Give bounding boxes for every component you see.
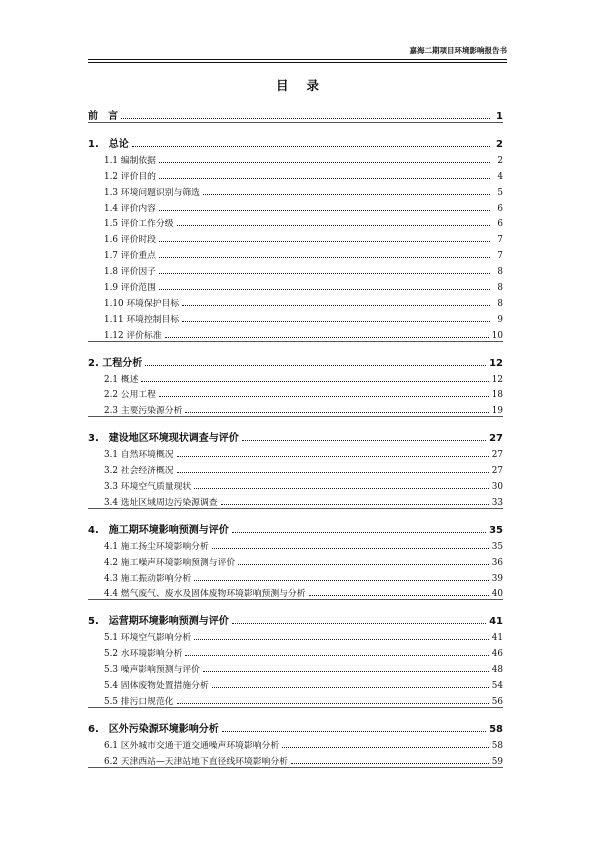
toc-section-heading [88,133,503,150]
toc-section-page: 41 [489,616,503,628]
toc-leader-dots [132,146,490,147]
toc-leader-dots [238,564,489,565]
toc-entry-label: 5.3 噪声影响预测与评价 [104,665,200,676]
toc-section-heading [88,352,503,369]
section-divider [88,416,503,417]
toc-entry [88,293,503,309]
toc-entry-label: 2.3 主要污染源分析 [104,406,183,417]
toc-entry-page: 7 [497,235,503,246]
toc-section-heading [88,718,503,735]
toc-title: 目录 [275,78,337,93]
toc-leader-dots [159,210,490,211]
toc-leader-dots [159,289,490,290]
toc-entry [88,245,503,261]
toc-entry [88,536,503,552]
toc-entry [88,309,503,325]
toc-section-heading [88,427,503,444]
toc-entry [88,476,503,492]
section-divider [88,341,503,342]
toc-entry-page: 5 [497,187,503,198]
toc-entry-page: 40 [491,589,503,600]
toc-leader-dots [232,532,486,533]
toc-entry-page: 30 [491,482,503,493]
toc-section-page: 27 [489,433,503,445]
toc-entry [88,444,503,460]
toc-entry-label: 1.6 评价时段 [104,235,156,246]
toc-entry [88,659,503,675]
toc-entry-label: 3.4 选址区域周边污染源调查 [104,497,218,508]
toc-leader-dots [177,703,489,704]
toc-leader-dots [121,118,490,119]
toc-entry-page: 9 [497,314,503,325]
toc-entry-page: 19 [491,406,503,417]
toc-entry-label: 1.12 评价标准 [104,330,162,341]
toc-entry [88,385,503,401]
toc-leader-dots [291,763,489,764]
toc-entry-page: 56 [491,696,503,707]
toc-leader-dots [182,321,490,322]
toc-entry-label: 1.1 编制依据 [104,155,156,166]
toc-leader-dots [212,687,489,688]
toc-section-title: 2. 工程分析 [88,357,143,369]
toc-entry-page: 8 [497,283,503,294]
toc-entry-label: 5.5 排污口规范化 [104,696,174,707]
toc-entry [88,325,503,341]
section-divider [88,122,503,123]
toc-list [88,101,503,772]
toc-entry-page: 59 [491,756,503,767]
toc-entry-page: 54 [491,681,503,692]
toc-entry-page: 33 [491,497,503,508]
toc-leader-dots [177,456,489,457]
header-rule-thin [88,62,507,63]
toc-entry-page: 2 [497,155,503,166]
toc-entry [88,751,503,767]
toc-entry-page: 4 [497,171,503,182]
toc-leader-dots [232,623,486,624]
toc-entry-label: 2.2 公用工程 [104,390,156,401]
toc-entry-label: 4.2 施工噪声环境影响预测与评价 [104,557,236,568]
toc-entry [88,198,503,214]
toc-section [88,105,503,127]
toc-section-title: 3. 建设地区环境现状调查与评价 [88,433,239,445]
toc-entry-page: 7 [497,251,503,262]
toc-entry-page: 10 [491,330,503,341]
toc-entry-page: 27 [491,450,503,461]
toc-entry-label: 4.4 燃气废气、废水及固体废物环境影响预测与分析 [104,589,306,600]
toc-section [88,718,503,772]
toc-leader-dots [282,747,489,748]
toc-entry-label: 6.2 天津西站—天津站地下直径线环境影响分析 [104,756,288,767]
toc-entry-page: 58 [491,740,503,751]
toc-entry-label: 6.1 区外城市交通干道交通噪声环境影响分析 [104,740,280,751]
toc-entry [88,584,503,600]
toc-entry [88,460,503,476]
toc-entry-label: 4.3 施工振动影响分析 [104,573,192,584]
toc-entry-label: 4.1 施工扬尘环境影响分析 [104,541,209,552]
toc-leader-dots [141,381,488,382]
toc-leader-dots [185,655,488,656]
toc-leader-dots [194,639,489,640]
toc-entry-label: 5.2 水环境影响分析 [104,649,183,660]
toc-entry-label: 2.1 概述 [104,374,139,385]
toc-section [88,133,503,346]
toc-entry [88,568,503,584]
toc-entry-page: 8 [497,298,503,309]
toc-leader-dots [159,241,490,242]
toc-section [88,519,503,605]
toc-entry-page: 39 [491,573,503,584]
toc-entry-page: 27 [491,466,503,477]
toc-section-title: 前 言 [88,111,118,122]
toc-entry-label: 1.8 评价因子 [104,267,156,278]
toc-leader-dots [185,412,488,413]
toc-entry [88,261,503,277]
toc-entry [88,643,503,659]
toc-leader-dots [165,337,489,338]
toc-leader-dots [309,595,489,596]
toc-entry [88,150,503,166]
toc-entry-label: 1.5 评价工作分级 [104,219,174,230]
toc-leader-dots [159,396,489,397]
toc-leader-dots [194,488,489,489]
toc-entry-label: 1.10 环境保护目标 [104,298,180,309]
toc-leader-dots [222,731,486,732]
toc-entry-page: 6 [497,219,503,230]
toc-entry-page: 12 [491,374,503,385]
toc-leader-dots [182,305,490,306]
toc-entry-page: 8 [497,267,503,278]
toc-entry-label: 1.11 环境控制目标 [104,314,180,325]
toc-leader-dots [203,671,489,672]
toc-entry-label: 5.1 环境空气影响分析 [104,633,192,644]
toc-entry-page: 35 [491,541,503,552]
toc-entry [88,277,503,293]
toc-leader-dots [159,257,490,258]
toc-entry-label: 3.3 环境空气质量现状 [104,482,192,493]
toc-entry [88,369,503,385]
toc-section-page: 12 [489,357,503,369]
toc-leader-dots [159,162,490,163]
toc-entry [88,735,503,751]
toc-entry-label: 1.9 评价范围 [104,283,156,294]
toc-section-heading [88,105,503,122]
toc-section [88,352,503,422]
toc-section-heading [88,519,503,536]
toc-entry [88,229,503,245]
toc-entry [88,166,503,182]
toc-leader-dots [145,365,486,366]
toc-entry-label: 1.4 评价内容 [104,203,156,214]
toc-entry [88,400,503,416]
section-divider [88,599,503,600]
toc-entry [88,492,503,508]
toc-entry-page: 36 [491,557,503,568]
toc-entry-page: 46 [491,649,503,660]
toc-section-page: 35 [489,524,503,536]
toc-entry [88,627,503,643]
toc-section-page: 1 [496,111,503,122]
toc-section-title: 4. 施工期环境影响预测与评价 [88,524,229,536]
toc-entry-label: 1.2 评价目的 [104,171,156,182]
toc-leader-dots [159,178,490,179]
toc-entry [88,214,503,230]
toc-leader-dots [203,194,490,195]
toc-entry-label: 3.2 社会经济概况 [104,466,174,477]
toc-leader-dots [177,472,489,473]
running-header: 嘉海二期项目环境影响报告书 [409,46,507,55]
header-rule [88,59,507,60]
section-divider [88,707,503,708]
toc-entry-label: 1.7 评价重点 [104,251,156,262]
toc-entry [88,691,503,707]
toc-section-title: 5. 运营期环境影响预测与评价 [88,616,229,628]
toc-section-page: 58 [489,723,503,735]
toc-section-heading [88,610,503,627]
toc-entry-page: 48 [491,665,503,676]
toc-section [88,427,503,513]
toc-entry-label: 3.1 自然环境概况 [104,450,174,461]
section-divider [88,508,503,509]
toc-leader-dots [242,440,486,441]
toc-entry [88,182,503,198]
toc-entry [88,675,503,691]
toc-entry [88,552,503,568]
toc-entry-page: 6 [497,203,503,214]
toc-leader-dots [194,580,489,581]
toc-entry-label: 1.3 环境问题识别与筛选 [104,187,200,198]
toc-leader-dots [221,504,489,505]
toc-entry-page: 41 [491,633,503,644]
toc-section [88,610,503,711]
toc-entry-label: 5.4 固体废物处置措施分析 [104,681,209,692]
section-divider [88,767,503,768]
toc-entry-page: 18 [491,390,503,401]
toc-leader-dots [212,548,489,549]
toc-section-title: 6. 区外污染源环境影响分析 [88,723,219,735]
toc-section-title: 1. 总论 [88,139,129,150]
toc-leader-dots [177,225,490,226]
toc-leader-dots [159,273,490,274]
toc-section-page: 2 [496,139,503,150]
